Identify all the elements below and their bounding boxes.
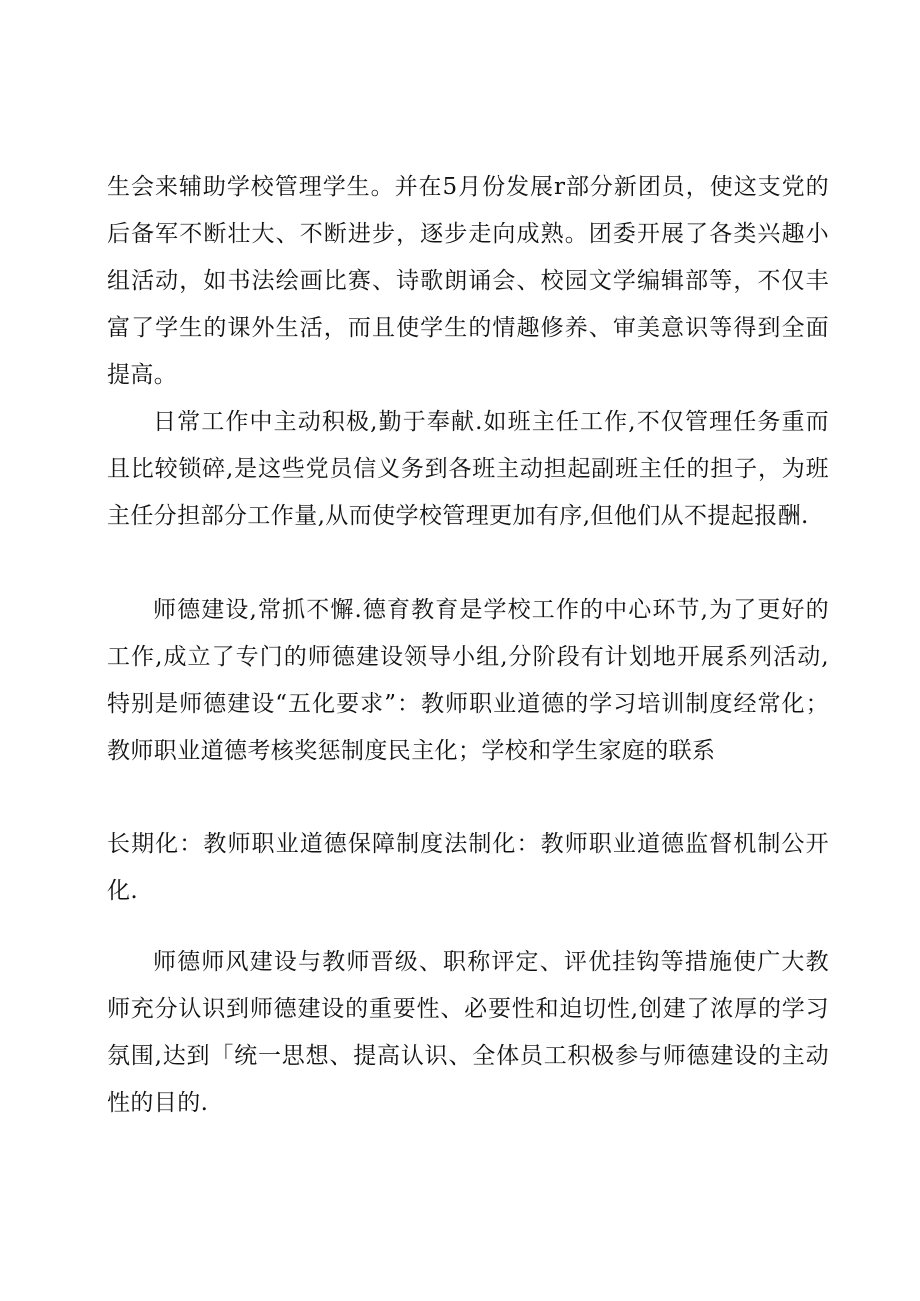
paragraph-daily-work: 日常工作中主动积极,勤于奉献.如班主任工作,不仅管理任务重而且比较锁碎,是这些党员信义务到各班主动担起副班主任的担子，为班主任分担部分工作量,从而使学校管理更加有序,但他们从不提起报酬. — [107, 409, 829, 529]
paragraph-long-term: 长期化：教师职业道德保障制度法制化：教师职业道德监督机制公开化. — [107, 831, 829, 904]
paragraph-ethics-measures: 师德师风建设与教师晋级、职称评定、评优挂钩等措施使广大教师充分认识到师德建设的重要性、必要性和迫切性,创建了浓厚的学习氛围,达到「统一思想、提高认识、全体员工积极参与师德建设的主动性的目的. — [107, 949, 829, 1116]
paragraph-teacher-ethics: 师德建设,常抓不懈.德育教育是学校工作的中心环节,为了更好的工作,成立了专门的师德建设领导小组,分阶段有计划地开展系列活动,特别是师德建设“五化要求”：教师职业道德的学习培训制度经常化；教师职业道德考核奖惩制度民主化；学校和学生家庭的联系 — [107, 597, 829, 764]
paragraph-student-union-and-activities: 生会来辅助学校管理学生。并在5月份发展r部分新团员，使这支党的后备军不断壮大、不断进步，逐步走向成熟。团委开展了各类兴趣小组活动，如书法绘画比赛、诗歌朗诵会、校园文学编辑部等，不仅丰富了学生的课外生活，而且使学生的情趣修养、审美意识等得到全面提高。 — [107, 174, 829, 388]
